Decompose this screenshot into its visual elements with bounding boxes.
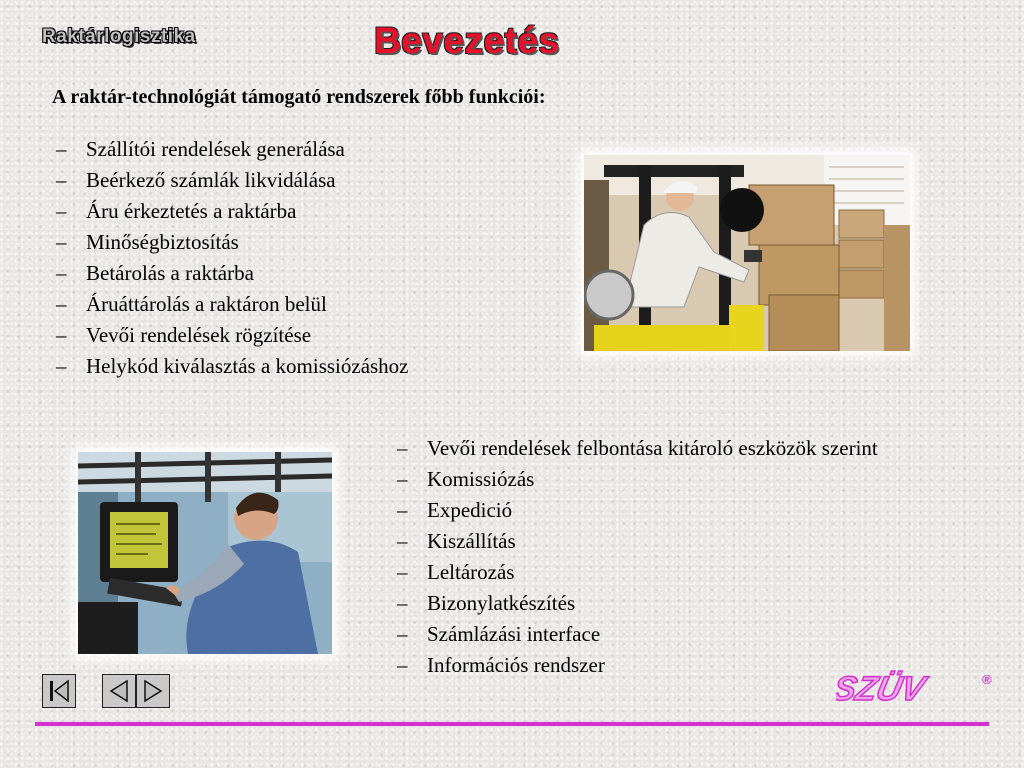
dash-bullet: – [397, 467, 408, 491]
dash-bullet: – [56, 137, 67, 161]
list-item [52, 289, 409, 320]
list-item [52, 351, 409, 382]
dash-bullet: – [56, 230, 67, 254]
dash-bullet: – [397, 560, 408, 584]
list-item-text: Komissiózás [427, 467, 535, 491]
list-item [393, 526, 878, 557]
list-item [393, 619, 878, 650]
list-item-text: Beérkező számlák likvidálása [86, 168, 336, 192]
dash-bullet: – [56, 292, 67, 316]
list-item-text: Kiszállítás [427, 529, 516, 553]
list-item-text: Expedició [427, 498, 513, 522]
list-item [52, 134, 409, 165]
list-item [393, 433, 878, 464]
first-slide-icon [46, 678, 72, 704]
list-item-text: Számlázási interface [427, 622, 601, 646]
szuv-logo-mark [836, 668, 998, 708]
slide-title: Bevezetés [374, 20, 560, 61]
slide-subtitle: A raktár-technológiát támogató rendszerek főbb funkciói: [52, 86, 546, 108]
dash-bullet: – [397, 591, 408, 615]
bottom-divider [35, 722, 989, 726]
dash-bullet: – [397, 622, 408, 646]
section-label: Raktárlogisztika [42, 26, 196, 47]
dash-bullet: – [56, 168, 67, 192]
svg-text:SZÜV: SZÜV [836, 670, 929, 708]
list-item-text: Áruáttárolás a raktáron belül [86, 292, 327, 316]
dash-bullet: – [397, 498, 408, 522]
dash-bullet: – [397, 653, 408, 677]
function-list-primary [52, 134, 409, 382]
dash-bullet: – [397, 529, 408, 553]
svg-text:®: ® [982, 672, 992, 687]
list-item-text: Vevői rendelések rögzítése [86, 323, 312, 347]
dash-bullet: – [56, 323, 67, 347]
list-item [393, 557, 878, 588]
previous-slide-icon [106, 678, 132, 704]
list-item [52, 196, 409, 227]
next-slide-button[interactable] [136, 674, 170, 708]
list-item [393, 588, 878, 619]
first-slide-button[interactable] [42, 674, 76, 708]
forklift-warehouse-photo [584, 155, 910, 351]
list-item-text: Áru érkeztetés a raktárba [86, 199, 297, 223]
dash-bullet: – [397, 436, 408, 460]
list-item [52, 258, 409, 289]
dash-bullet: – [56, 261, 67, 285]
list-item [393, 650, 878, 681]
szuv-logo [836, 668, 998, 708]
next-slide-icon [140, 678, 166, 704]
list-item [52, 165, 409, 196]
list-item-text: Vevői rendelések felbontása kitároló eszközök szerint [427, 436, 878, 460]
list-item-text: Információs rendszer [427, 653, 605, 677]
dash-bullet: – [56, 199, 67, 223]
list-item [52, 227, 409, 258]
dash-bullet: – [56, 354, 67, 378]
list-item [393, 495, 878, 526]
previous-slide-button[interactable] [102, 674, 136, 708]
terminal-operator-photo [78, 452, 332, 654]
list-item-text: Leltározás [427, 560, 515, 584]
forklift-illustration [584, 155, 910, 351]
list-item [393, 464, 878, 495]
function-list-secondary [393, 433, 878, 681]
list-item-text: Helykód kiválasztás a komissiózáshoz [86, 354, 409, 378]
first-slide-nav [42, 674, 76, 708]
list-item-text: Betárolás a raktárba [86, 261, 254, 285]
list-item-text: Minőségbiztosítás [86, 230, 239, 254]
list-item-text: Bizonylatkészítés [427, 591, 576, 615]
prev-next-nav [102, 674, 170, 708]
list-item-text: Szállítói rendelések generálása [86, 137, 345, 161]
terminal-illustration [78, 452, 332, 654]
list-item [52, 320, 409, 351]
